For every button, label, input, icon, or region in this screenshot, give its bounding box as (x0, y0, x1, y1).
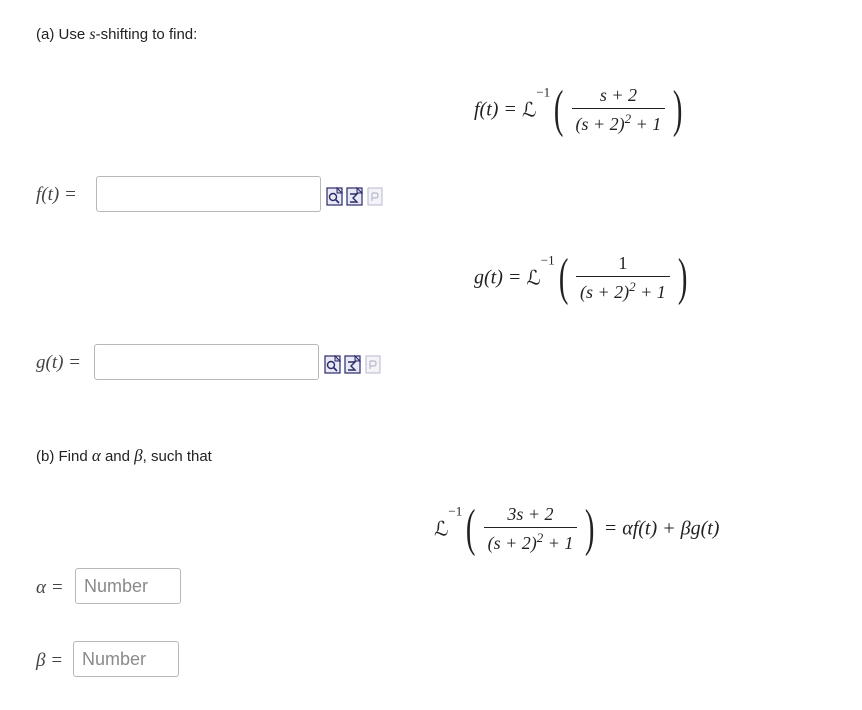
right-paren: ) (673, 81, 683, 138)
g-den-tail: + 1 (635, 282, 666, 302)
part-b-heading (36, 446, 212, 466)
right-paren: ) (585, 500, 595, 557)
paste-icon[interactable] (364, 353, 382, 375)
f-equation (474, 81, 687, 138)
inverse-sup: −1 (536, 84, 551, 100)
alpha-symbol: α (91, 446, 101, 465)
preview-icon[interactable] (324, 353, 342, 375)
b-den-exp: 2 (536, 530, 544, 545)
alpha-label: α = (36, 577, 64, 598)
left-paren: ( (466, 500, 476, 557)
f-den-tail: + 1 (631, 114, 662, 134)
beta-symbol: β (134, 446, 143, 465)
f-denominator (572, 108, 666, 135)
g-tool-icons (324, 353, 382, 375)
part-a-heading-suffix: -shifting to find: (95, 26, 198, 43)
g-fraction (576, 253, 670, 303)
f-answer-input[interactable] (96, 176, 321, 212)
part-b-heading-prefix: (b) Find (36, 448, 92, 465)
g-label: g(t) = (36, 352, 82, 373)
paste-icon[interactable] (366, 185, 384, 207)
part-b-heading-mid: and (100, 448, 135, 465)
b-denominator (484, 527, 578, 554)
b-den-tail: + 1 (543, 533, 574, 553)
left-paren: ( (554, 81, 564, 138)
laplace-operator: ℒ (526, 267, 541, 290)
preview-icon[interactable] (326, 185, 344, 207)
b-rhs: = αf(t) + βg(t) (598, 517, 720, 540)
g-den-exp: 2 (629, 279, 636, 294)
g-eq-lhs: g(t) = (474, 266, 527, 289)
g-answer-input[interactable] (94, 344, 319, 380)
equation-editor-icon[interactable] (346, 185, 364, 207)
laplace-operator: ℒ (434, 518, 449, 541)
b-fraction (484, 504, 578, 554)
f-label: f(t) = (36, 184, 77, 205)
part-b-heading-suffix: , such that (142, 448, 212, 465)
f-tool-icons (326, 185, 384, 207)
beta-label: β = (36, 650, 64, 671)
right-paren: ) (677, 249, 688, 306)
f-fraction (572, 85, 666, 135)
g-equation (474, 249, 691, 306)
alpha-input[interactable] (75, 568, 181, 604)
f-den-exp: 2 (624, 111, 632, 126)
b-den-base: (s + 2) (487, 533, 537, 553)
part-a-heading (36, 26, 197, 44)
part-a-heading-var: s (89, 26, 96, 43)
part-b-equation (434, 500, 720, 557)
b-numerator: 3s + 2 (507, 504, 554, 524)
g-den-base: (s + 2) (579, 282, 630, 302)
g-denominator (576, 276, 670, 303)
beta-input[interactable] (73, 641, 179, 677)
g-numerator: 1 (618, 253, 628, 273)
equation-editor-icon[interactable] (344, 353, 362, 375)
f-eq-lhs: f(t) = (474, 98, 522, 121)
f-numerator: s + 2 (599, 85, 637, 105)
f-den-base: (s + 2) (575, 114, 625, 134)
inverse-sup: −1 (540, 252, 555, 268)
left-paren: ( (558, 249, 569, 306)
inverse-sup: −1 (448, 503, 463, 519)
laplace-operator: ℒ (521, 99, 537, 122)
part-a-heading-prefix: (a) Use (36, 26, 90, 43)
